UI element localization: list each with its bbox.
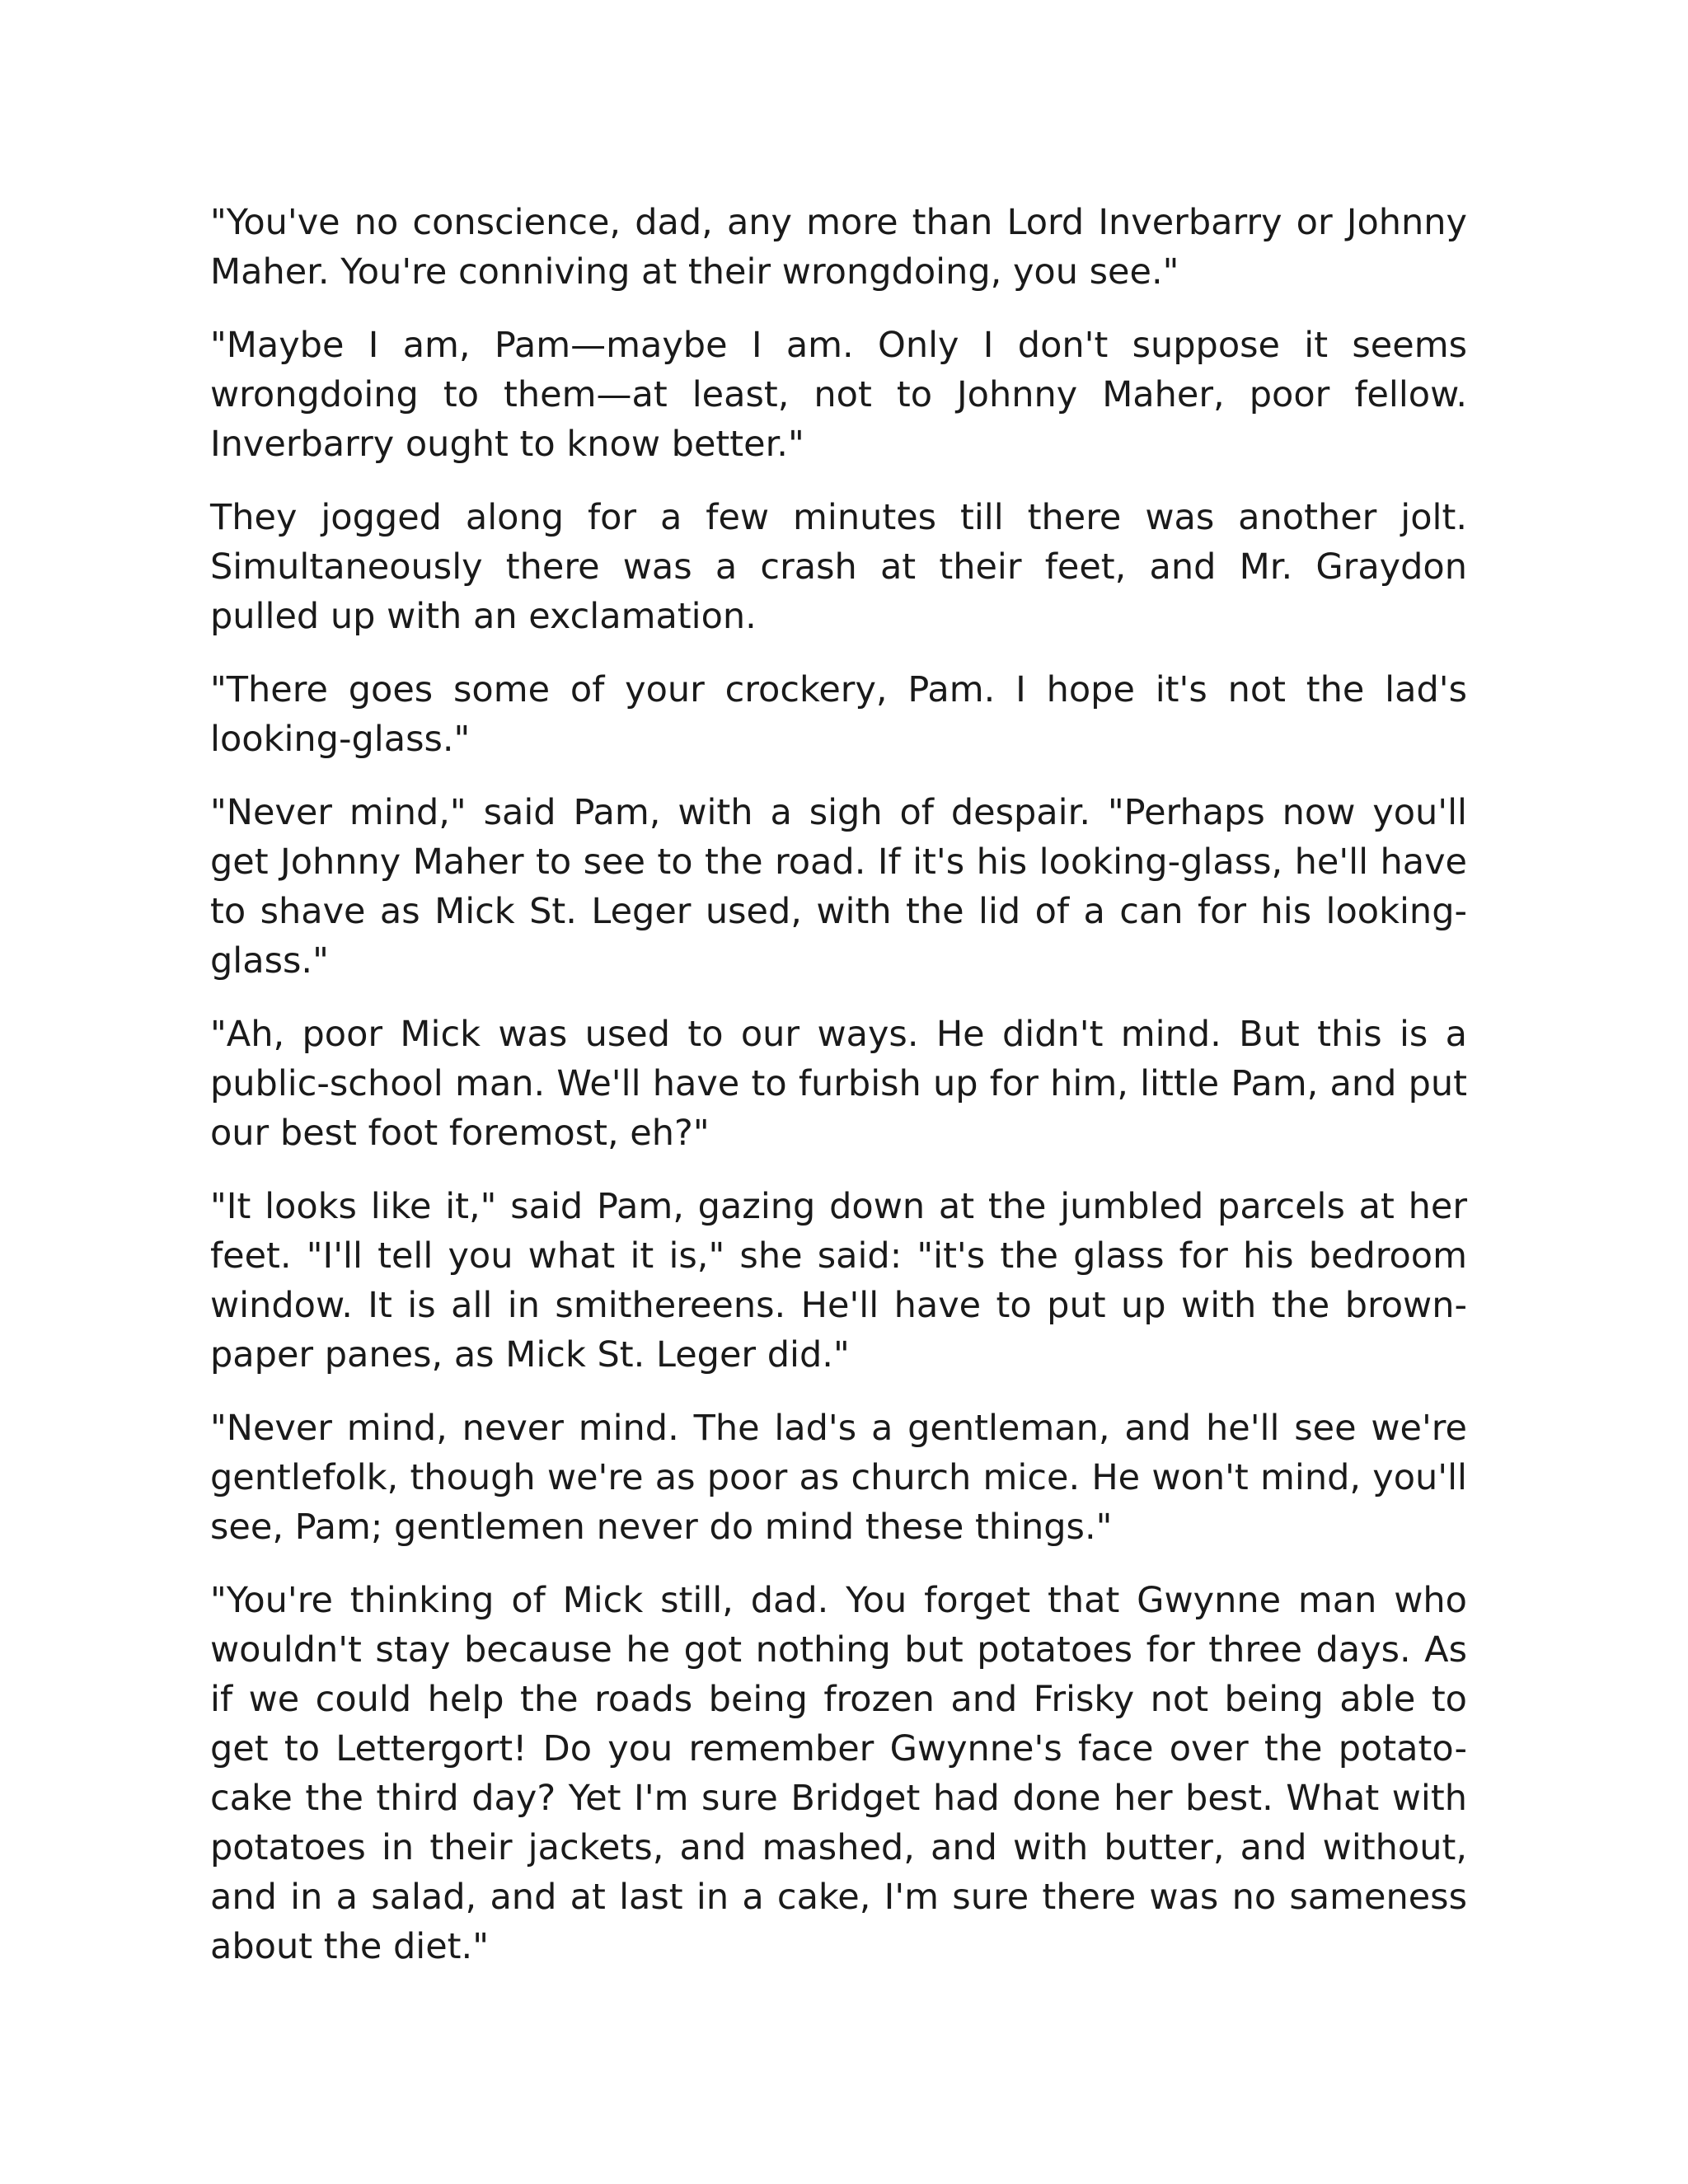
paragraph-4: "There goes some of your crockery, Pam. I hope it's not the lad's looking-glass." [210,669,1467,760]
paragraph-5: "Never mind," said Pam, with a sigh of despair. "Perhaps now you'll get Johnny Maher to see to the road. If it's his looking-glass, he'll have to shave as Mick St. Leger used, with the lid of a can for his looking-glass." [210,792,1467,982]
paragraph-1: "You've no conscience, dad, any more than Lord Inverbarry or Johnny Maher. You're conniving at their wrongdoing, you see." [210,202,1467,293]
page-body [210,198,1467,1995]
paragraph-2: "Maybe I am, Pam—maybe I am. Only I don't suppose it seems wrongdoing to them—at least, not to Johnny Maher, poor fellow. Inverbarry ought to know better." [210,325,1467,465]
paragraph-6: "Ah, poor Mick was used to our ways. He didn't mind. But this is a public-school man. We'll have to furbish up for him, little Pam, and put our best foot foremost, eh?" [210,1014,1467,1154]
paragraph-8: "Never mind, never mind. The lad's a gentleman, and he'll see we're gentlefolk, though we're as poor as church mice. He won't mind, you'll see, Pam; gentlemen never do mind these things." [210,1408,1467,1548]
paragraph-7: "It looks like it," said Pam, gazing down at the jumbled parcels at her feet. "I'll tell you what it is," she said: "it's the glass for his bedroom window. It is all in smithereens. He'll have to put up with the brown-paper panes, as Mick St. Leger did." [210,1186,1467,1376]
paragraph-9: "You're thinking of Mick still, dad. You forget that Gwynne man who wouldn't stay because he got nothing but potatoes for three days. As if we could help the roads being frozen and Frisky not being able to get to Lettergort! Do you remember Gwynne's face over the potato-cake the third day? Yet I'm sure Bridget had done her best. What with potatoes in their jackets, and mashed, and with butter, and without, and in a salad, and at last in a cake, I'm sure there was no sameness about the diet." [210,1580,1467,1967]
paragraph-3: They jogged along for a few minutes till there was another jolt. Simultaneously there was a crash at their feet, and Mr. Graydon pulled up with an exclamation. [210,497,1467,637]
